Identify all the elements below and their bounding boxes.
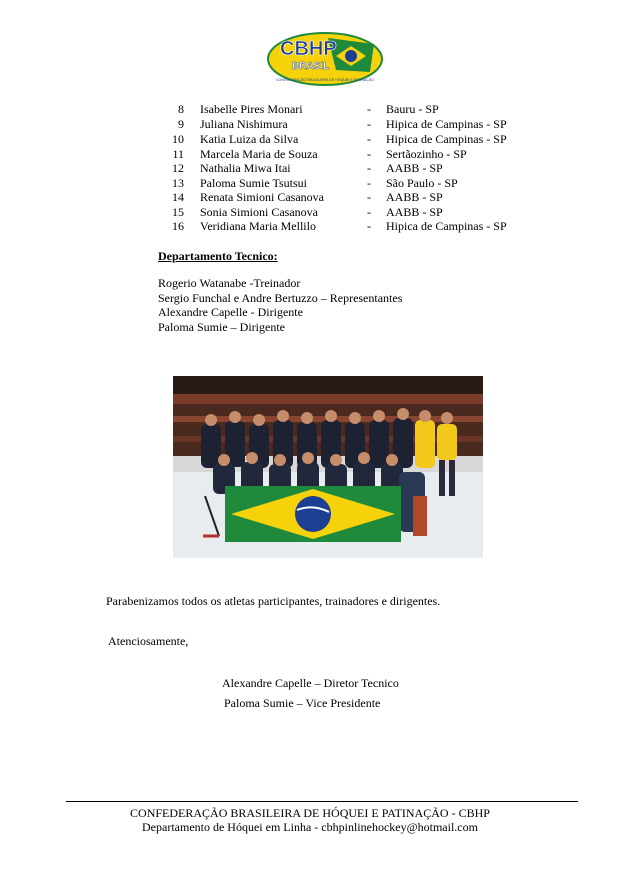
roster-separator: - xyxy=(367,176,371,190)
technical-staff-list xyxy=(158,276,402,334)
footer-contact: Departamento de Hóquei em Linha - cbhpinlinehockey@hotmail.com xyxy=(142,820,478,834)
athlete-name: Marcela Maria de Souza xyxy=(200,147,318,161)
roster-number: 13 xyxy=(172,176,184,190)
logo-caption-text: CONFEDERAÇÃO BRASILEIRA DE HÓQUEI E PATINAÇÃO xyxy=(275,78,375,82)
roster-number: 12 xyxy=(172,161,184,175)
roster-number: 9 xyxy=(178,117,184,131)
athlete-club: AABB - SP xyxy=(386,205,443,219)
athlete-club: Sertãozinho - SP xyxy=(386,147,467,161)
athlete-name: Katia Luiza da Silva xyxy=(200,132,299,146)
team-photo xyxy=(173,376,483,558)
athlete-club: São Paulo - SP xyxy=(386,176,458,190)
roster-separator: - xyxy=(367,205,371,219)
roster-separator: - xyxy=(367,161,371,175)
footer-divider xyxy=(66,801,578,802)
signature-line: Paloma Sumie – Vice Presidente xyxy=(224,696,381,710)
regards: Atenciosamente, xyxy=(108,634,189,648)
team-photo-graphic xyxy=(173,376,483,558)
staff-member: Alexandre Capelle - Dirigente xyxy=(158,305,303,319)
roster-number: 16 xyxy=(172,219,184,233)
roster-separator: - xyxy=(367,190,371,204)
roster-separator: - xyxy=(367,147,371,161)
roster-number: 10 xyxy=(172,132,184,146)
cbhp-logo xyxy=(266,26,384,88)
athlete-name: Nathalia Miwa Itai xyxy=(200,161,291,175)
cbhp-logo-graphic xyxy=(266,26,384,88)
roster-number: 14 xyxy=(172,190,184,204)
athlete-club: AABB - SP xyxy=(386,161,443,175)
staff-member: Rogerio Watanabe -Treinador xyxy=(158,276,301,290)
athlete-club: Hipica de Campinas - SP xyxy=(386,219,507,233)
athlete-name: Juliana Nishimura xyxy=(200,117,288,131)
closing-message: Parabenizamos todos os atletas participantes, trainadores e dirigentes. xyxy=(106,594,441,608)
logo-sub-text: BRASIL xyxy=(292,61,330,72)
logo-main-text: CBHP xyxy=(280,38,337,60)
roster-separator: - xyxy=(367,219,371,233)
roster-separator: - xyxy=(367,117,371,131)
athlete-club: Hipica de Campinas - SP xyxy=(386,117,507,131)
athlete-name: Renata Simioni Casanova xyxy=(200,190,324,204)
roster-number: 11 xyxy=(172,147,184,161)
technical-department-title: Departamento Tecnico: xyxy=(158,249,278,263)
athlete-club: Hipica de Campinas - SP xyxy=(386,132,507,146)
athlete-name: Sonia Simioni Casanova xyxy=(200,205,318,219)
athlete-name: Veridiana Maria Mellilo xyxy=(200,219,316,233)
roster-number: 15 xyxy=(172,205,184,219)
athlete-club: Bauru - SP xyxy=(386,102,439,116)
footer-organization: CONFEDERAÇÃO BRASILEIRA DE HÓQUEI E PATINAÇÃO - CBHP xyxy=(130,806,490,820)
athlete-name: Paloma Sumie Tsutsui xyxy=(200,176,307,190)
staff-member: Paloma Sumie – Dirigente xyxy=(158,319,285,334)
athlete-club: AABB - SP xyxy=(386,190,443,204)
signature-line: Alexandre Capelle – Diretor Tecnico xyxy=(222,676,399,690)
roster-separator: - xyxy=(367,132,371,146)
roster-number: 8 xyxy=(178,102,184,116)
athlete-name: Isabelle Pires Monari xyxy=(200,102,303,116)
staff-member: Sergio Funchal e Andre Bertuzzo – Representantes xyxy=(158,290,403,305)
roster-separator: - xyxy=(367,102,371,116)
